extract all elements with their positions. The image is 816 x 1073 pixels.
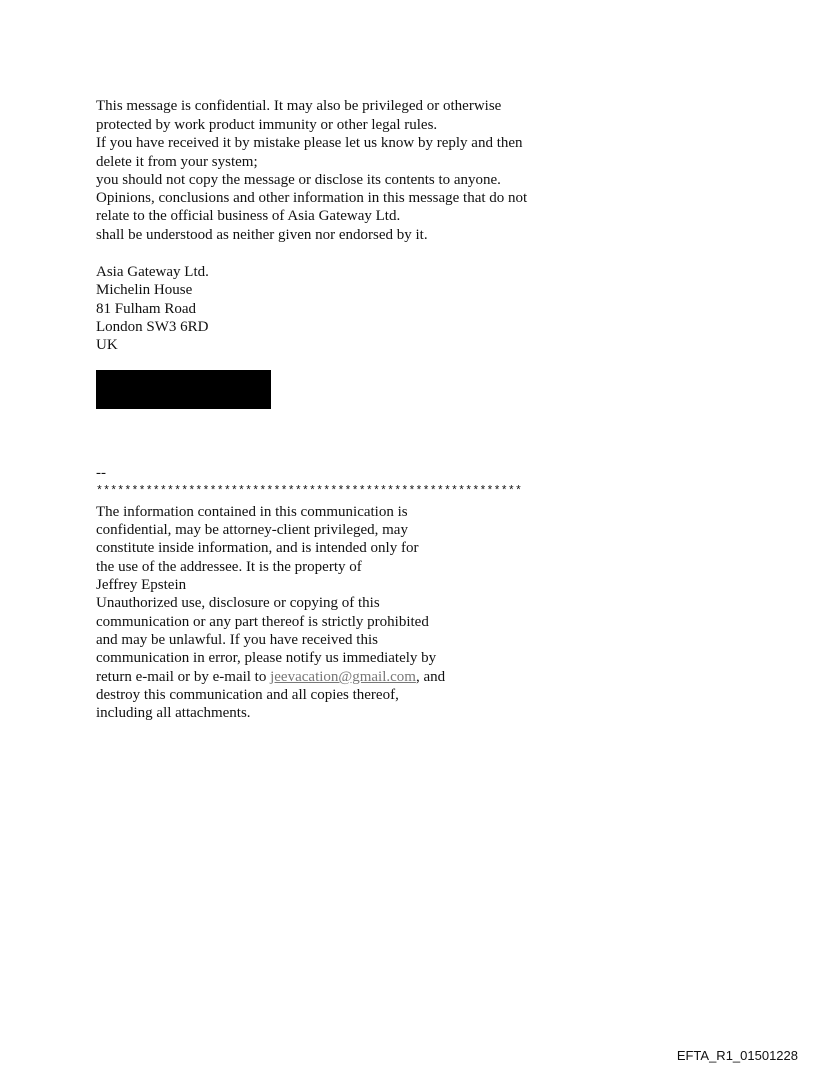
redaction-box bbox=[96, 370, 271, 409]
disclaimer-line: protected by work product immunity or other legal rules. bbox=[96, 117, 438, 133]
disclaimer-line: If you have received it by mistake please let us know by reply and then bbox=[96, 135, 523, 151]
separator-dashes: -- bbox=[96, 465, 106, 481]
address-line: Michelin House bbox=[96, 282, 193, 298]
notice-line: communication or any part thereof is strictly prohibited bbox=[96, 614, 429, 630]
notice-line: constitute inside information, and is intended only for bbox=[96, 540, 419, 556]
notice-line: Unauthorized use, disclosure or copying of this bbox=[96, 595, 380, 611]
notice-line: communication in error, please notify us immediately by bbox=[96, 650, 437, 666]
email-link[interactable]: jeevacation@gmail.com bbox=[270, 669, 416, 685]
notice-email-suffix: , and bbox=[415, 669, 446, 685]
notice-line: the use of the addressee. It is the property of bbox=[96, 559, 362, 575]
notice-email-line bbox=[96, 668, 445, 686]
notice-line: including all attachments. bbox=[96, 705, 251, 721]
disclaimer-line: delete it from your system; bbox=[96, 154, 258, 170]
address-line: London SW3 6RD bbox=[96, 319, 209, 335]
document-id: EFTA_R1_01501228 bbox=[676, 1048, 798, 1063]
notice-line: destroy this communication and all copies thereof, bbox=[96, 687, 399, 703]
disclaimer-line: you should not copy the message or disclose its contents to anyone. bbox=[96, 172, 501, 188]
separator-stars: ************************************************************ bbox=[96, 485, 523, 498]
address-line: Asia Gateway Ltd. bbox=[96, 264, 209, 280]
notice-line: Jeffrey Epstein bbox=[96, 577, 187, 593]
notice-line: confidential, may be attorney-client privileged, may bbox=[96, 522, 408, 538]
address-line: UK bbox=[96, 337, 118, 353]
notice-email-prefix: return e-mail or by e-mail to bbox=[96, 669, 271, 685]
disclaimer-line: Opinions, conclusions and other information in this message that do not bbox=[96, 190, 528, 206]
disclaimer-line: relate to the official business of Asia Gateway Ltd. bbox=[96, 208, 401, 224]
disclaimer-line: shall be understood as neither given nor endorsed by it. bbox=[96, 227, 428, 243]
address-line: 81 Fulham Road bbox=[96, 301, 196, 317]
disclaimer-line: This message is confidential. It may also be privileged or otherwise bbox=[96, 98, 502, 114]
notice-line: and may be unlawful. If you have received this bbox=[96, 632, 378, 648]
notice-line: The information contained in this communication is bbox=[96, 504, 408, 520]
